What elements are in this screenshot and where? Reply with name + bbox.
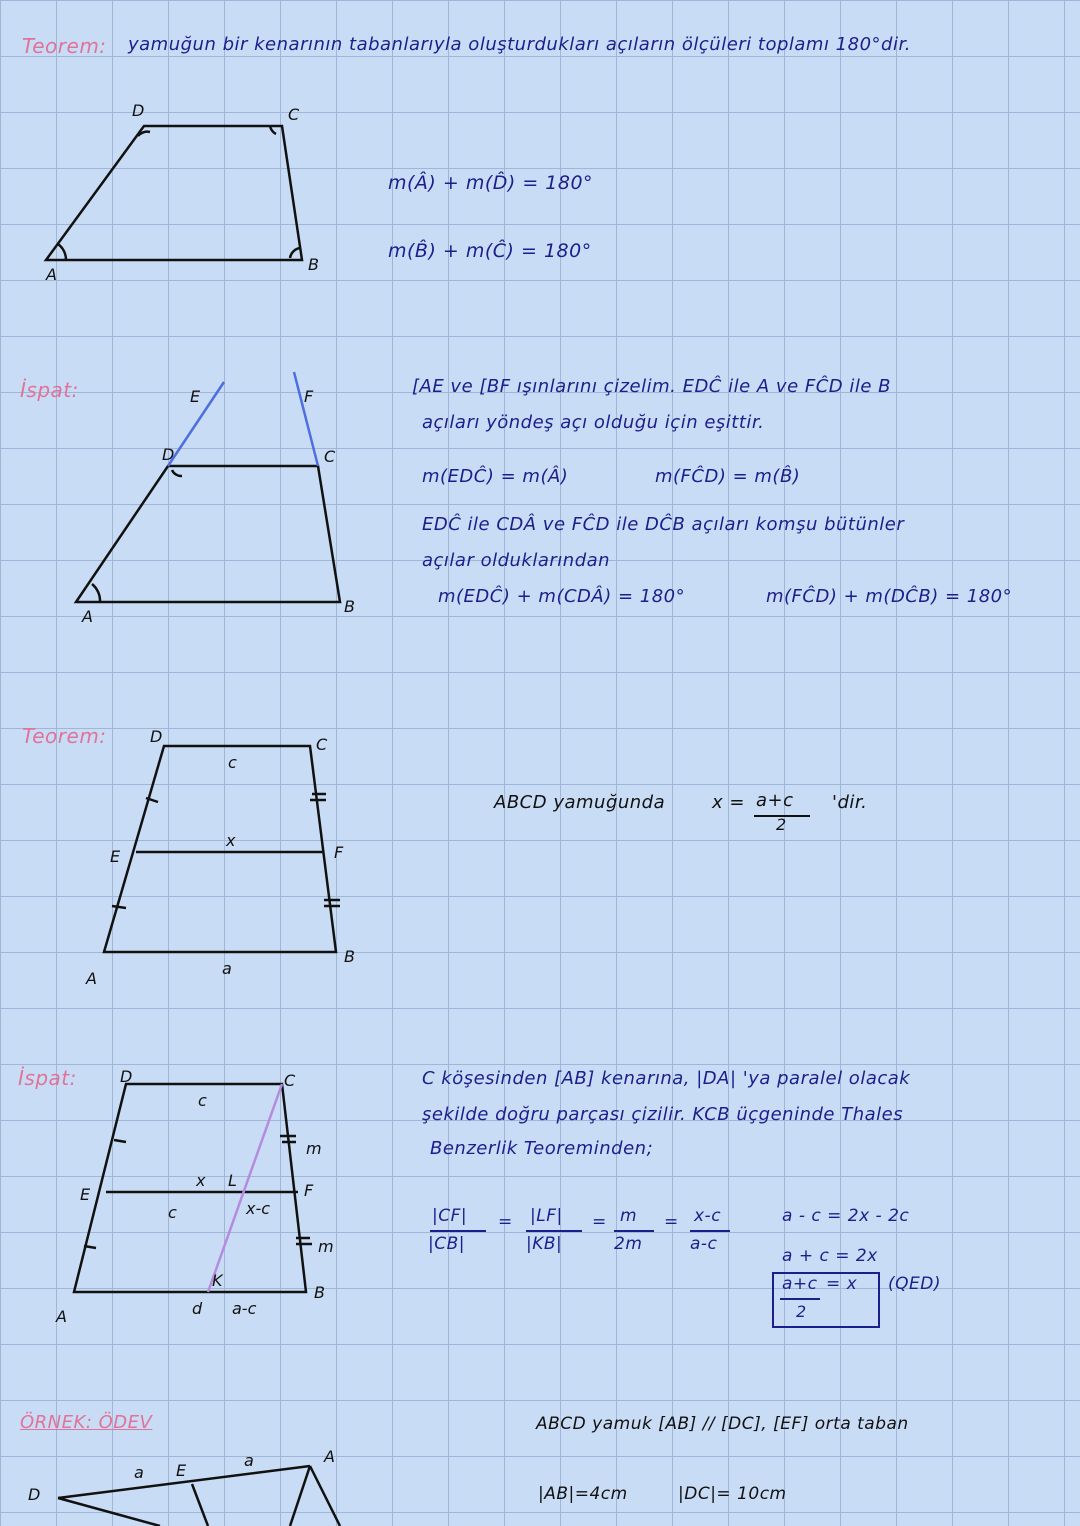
figure1-trapezoid xyxy=(46,126,302,260)
fig3-label-x: x xyxy=(226,831,236,850)
figure5-partial xyxy=(58,1466,340,1526)
fig4-label-ac: a-c xyxy=(232,1299,257,1318)
fig3-label-D: D xyxy=(150,727,163,746)
fig4-label-c: c xyxy=(198,1091,207,1110)
proof2-eq-sign1: = xyxy=(498,1212,513,1232)
fig4-label-B: B xyxy=(314,1283,325,1302)
proof2-boxed-rhs: = x xyxy=(826,1274,858,1294)
fig5-label-a: a xyxy=(134,1463,144,1482)
proof2-frac3-den: 2m xyxy=(614,1234,643,1254)
figure3-trapezoid xyxy=(104,746,340,952)
fig4-label-F: F xyxy=(304,1181,314,1200)
fig3-label-C: C xyxy=(316,735,328,754)
theorem2-formula-lhs: x = xyxy=(712,792,745,813)
example-ab: |AB|=4cm xyxy=(538,1484,628,1504)
fig2-label-C: C xyxy=(324,447,336,466)
figure2-trapezoid xyxy=(76,466,340,602)
proof2-frac4-num: x-c xyxy=(694,1206,722,1226)
theorem1-eq2: m(B̂) + m(Ĉ) = 180° xyxy=(388,240,592,262)
example-dc: |DC|= 10cm xyxy=(678,1484,787,1504)
proof2-frac1-num: |CF| xyxy=(432,1206,468,1226)
fig3-label-E: E xyxy=(110,847,121,866)
proof2-eq-sign3: = xyxy=(664,1212,679,1232)
fig1-label-C: C xyxy=(288,105,300,124)
fig4-label-D: D xyxy=(120,1067,133,1086)
fig4-label-L: L xyxy=(228,1171,237,1190)
proof2-qed: (QED) xyxy=(888,1274,941,1294)
fig4-label-m-bottom: m xyxy=(318,1237,334,1256)
proof2-boxed-den: 2 xyxy=(796,1302,807,1321)
proof2-boxed-num: a+c xyxy=(782,1274,818,1294)
fig5-label-A: A xyxy=(324,1447,335,1466)
proof1-line1: [AE ve [BF ışınlarını çizelim. EDĈ ile A ve FĈD ile B xyxy=(412,376,892,397)
fig4-label-E: E xyxy=(80,1185,91,1204)
proof2-frac2-num: |LF| xyxy=(530,1206,563,1226)
fig4-label-c-left: c xyxy=(168,1203,177,1222)
figure4-trapezoid xyxy=(74,1084,312,1292)
theorem2-formula-num: a+c xyxy=(756,790,794,811)
fig2-label-A: A xyxy=(82,607,93,626)
theorem2-prefix: ABCD yamuğunda xyxy=(494,792,666,813)
fig3-label-F: F xyxy=(334,843,344,862)
fig3-label-a: a xyxy=(222,959,232,978)
example-line1: ABCD yamuk [AB] // [DC], [EF] orta taban xyxy=(536,1414,909,1434)
theorem1-eq1: m(Â) + m(D̂) = 180° xyxy=(388,172,594,194)
fig4-label-xc: x-c xyxy=(246,1199,271,1218)
theorem2-heading: Teorem: xyxy=(22,724,107,748)
theorem2-formula-den: 2 xyxy=(776,815,787,834)
fig2-label-F: F xyxy=(304,387,314,406)
fig3-label-c: c xyxy=(228,753,237,772)
fig2-label-D: D xyxy=(162,445,175,464)
fig3-label-B: B xyxy=(344,947,355,966)
proof1-line3: EDĈ ile CDÂ ve FĈD ile DĈB açıları komşu bütünler xyxy=(422,514,905,535)
proof2-eq1: a - c = 2x - 2c xyxy=(782,1206,910,1226)
theorem1-heading: Teorem: xyxy=(22,34,107,58)
proof1-eq2: m(FĈD) = m(B̂) xyxy=(655,466,801,487)
proof1-eq4: m(FĈD) + m(DĈB) = 180° xyxy=(766,586,1013,607)
fig4-label-x: x xyxy=(196,1171,206,1190)
example-heading: ÖRNEK: ÖDEV xyxy=(20,1412,153,1433)
proof1-line4: açılar olduklarından xyxy=(422,550,611,571)
proof2-heading: İspat: xyxy=(18,1066,77,1090)
fig2-label-E: E xyxy=(190,387,201,406)
theorem1-statement: yamuğun bir kenarının tabanlarıyla oluşturdukları açıların ölçüleri toplamı 180°dir. xyxy=(128,34,911,55)
fig5-label-a2: a xyxy=(244,1451,254,1470)
fig4-label-m-top: m xyxy=(306,1139,322,1158)
theorem2-formula-suffix: 'dir. xyxy=(832,792,868,813)
proof2-frac2-den: |KB| xyxy=(526,1234,563,1254)
proof1-eq1: m(EDĈ) = m(Â) xyxy=(422,466,569,487)
proof1-line2: açıları yöndeş açı olduğu için eşittir. xyxy=(422,412,765,433)
fig5-label-E: E xyxy=(176,1461,187,1480)
fig5-label-D: D xyxy=(28,1485,41,1504)
proof2-frac3-num: m xyxy=(620,1206,638,1226)
fig2-label-B: B xyxy=(344,597,355,616)
proof1-heading: İspat: xyxy=(20,378,79,402)
proof2-eq-sign2: = xyxy=(592,1212,607,1232)
fig4-label-A: A xyxy=(56,1307,67,1326)
figure4-parallel-segment xyxy=(208,1084,282,1292)
fig3-label-A: A xyxy=(86,969,97,988)
fig4-label-K: K xyxy=(212,1271,223,1290)
fig1-label-A: A xyxy=(46,265,57,284)
fig4-label-d: d xyxy=(192,1299,203,1318)
proof1-eq3: m(EDĈ) + m(CDÂ) = 180° xyxy=(438,586,686,607)
proof2-line3: Benzerlik Teoreminden; xyxy=(430,1138,654,1159)
proof2-frac1-den: |CB| xyxy=(428,1234,465,1254)
proof2-eq2: a + c = 2x xyxy=(782,1246,878,1266)
proof2-frac4-den: a-c xyxy=(690,1234,718,1254)
fig1-label-B: B xyxy=(308,255,319,274)
fig1-label-D: D xyxy=(132,101,145,120)
proof2-line2: şekilde doğru parçası çizilir. KCB üçgeninde Thales xyxy=(422,1104,904,1125)
fig4-label-C: C xyxy=(284,1071,296,1090)
proof2-line1: C köşesinden [AB] kenarına, |DA| 'ya paralel olacak xyxy=(422,1068,911,1089)
